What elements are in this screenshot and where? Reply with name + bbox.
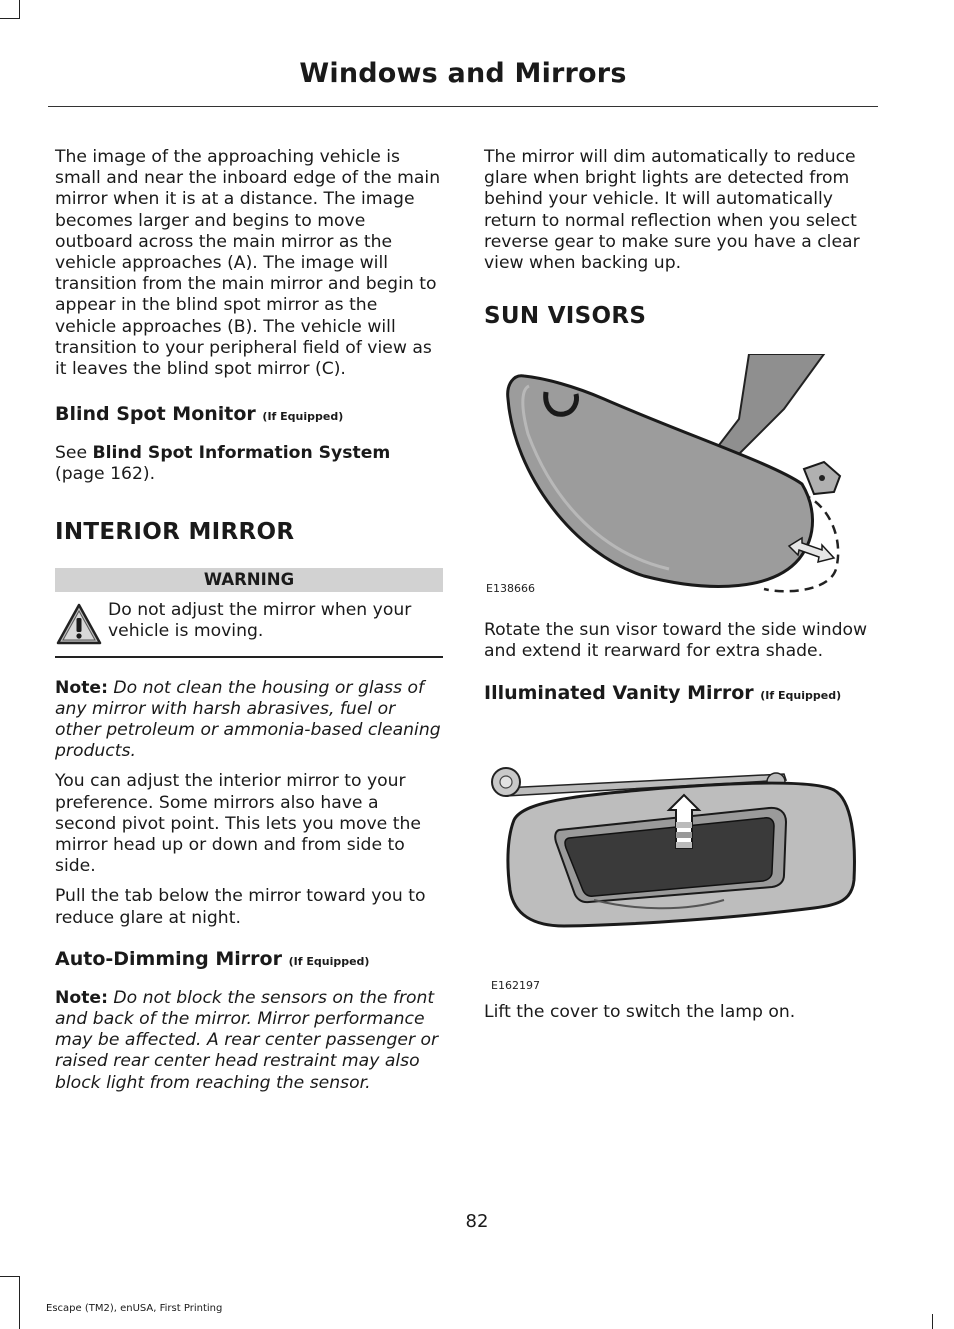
vanity-mirror-heading	[484, 681, 872, 708]
if-equipped-label: (If Equipped)	[760, 688, 842, 702]
vanity-mirror-figure	[484, 722, 872, 994]
note-text: Do not block the sensors on the front and back of the mirror. Mirror performance may be affected. A rear center passenger or raised rear center head restraint may also block light from reaching the sensor.	[55, 987, 439, 1093]
note-label: Note:	[55, 677, 108, 698]
if-equipped-label: (If Equipped)	[288, 954, 370, 968]
auto-dimming-title: Auto-Dimming Mirror	[55, 947, 282, 970]
auto-dim-paragraph: The mirror will dim automatically to reduce glare when bright lights are detected from behind your vehicle. It will automatically return to normal reflection when you select reverse gear to make sure you have a clear view when backing up.	[484, 147, 860, 274]
note-label: Note:	[55, 987, 108, 1008]
warning-header: WARNING	[55, 568, 443, 592]
blind-spot-monitor-title: Blind Spot Monitor	[55, 403, 256, 426]
note-text: Do not clean the housing or glass of any mirror with harsh abrasives, fuel or other petroleum or ammonia-based cleaning products.	[55, 677, 441, 762]
vanity-mirror-title: Illuminated Vanity Mirror	[484, 681, 754, 704]
interior-mirror-heading: INTERIOR MIRROR	[55, 518, 295, 545]
auto-dimming-heading	[55, 947, 443, 974]
if-equipped-label: (If Equipped)	[262, 410, 344, 424]
blind-spot-reference	[55, 443, 443, 485]
figure-code: E138666	[486, 582, 535, 596]
title-divider	[48, 106, 878, 107]
page-title: Windows and Mirrors	[299, 58, 627, 89]
sun-visor-figure	[484, 354, 872, 606]
see-text: See	[55, 443, 93, 464]
crop-mark	[932, 1314, 933, 1329]
left-column	[55, 147, 443, 1094]
sensor-note	[55, 988, 443, 1094]
warning-text: Do not adjust the mirror when your vehicle is moving.	[108, 599, 412, 641]
right-column	[484, 147, 872, 1023]
crop-mark	[0, 18, 20, 19]
crop-mark	[19, 0, 20, 18]
rotate-visor-paragraph: Rotate the sun visor toward the side window and extend it rearward for extra shade.	[484, 620, 868, 662]
blind-spot-monitor-heading	[55, 402, 443, 429]
footer-text: Escape (TM2), enUSA, First Printing	[46, 1303, 223, 1314]
warning-triangle-icon	[55, 602, 103, 646]
page-number: 82	[465, 1211, 489, 1232]
lift-cover-paragraph: Lift the cover to switch the lamp on.	[484, 1001, 796, 1022]
sun-visor-illustration	[484, 354, 872, 594]
page-reference: (page 162).	[55, 464, 156, 485]
crop-mark	[0, 1276, 20, 1277]
adjust-mirror-paragraph: You can adjust the interior mirror to your preference. Some mirrors also have a second pivot point. This lets you move the mirror head up or down and from side to side.	[55, 771, 421, 877]
sun-visors-heading: SUN VISORS	[484, 303, 647, 330]
blis-link[interactable]: Blind Spot Information System	[92, 443, 391, 464]
pull-tab-paragraph: Pull the tab below the mirror toward you to reduce glare at night.	[55, 886, 426, 928]
crop-mark	[19, 1276, 20, 1329]
approaching-vehicle-paragraph: The image of the approaching vehicle is small and near the inboard edge of the main mirror when it is at a distance. The image becomes larger and begins to move outboard across the main mirror as the vehicle approaches (A). The image will transition from the main mirror and begin to appear in the blind spot mirror as the vehicle approaches (B). The vehicle will transition to your peripheral field of view as it leaves the blind spot mirror (C).	[55, 147, 441, 380]
warning-box	[55, 600, 443, 658]
vanity-mirror-illustration	[484, 760, 872, 990]
cleaning-note	[55, 678, 443, 763]
figure-code: E162197	[491, 978, 540, 992]
